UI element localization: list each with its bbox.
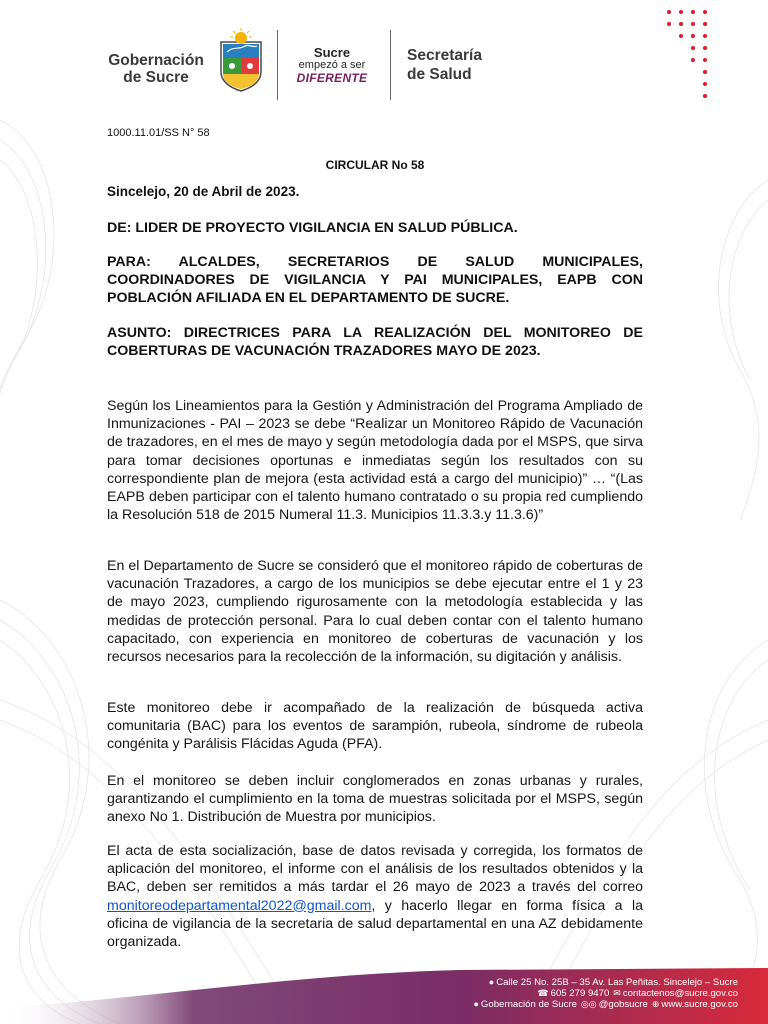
letterhead <box>0 20 768 110</box>
government-name-line2: de Sucre <box>123 69 189 86</box>
footer-social <box>469 999 738 1010</box>
slogan-line3: DIFERENTE <box>296 71 368 85</box>
date-line: Sincelejo, 20 de Abril de 2023. <box>107 184 300 199</box>
government-name <box>97 52 215 86</box>
from-line: DE: LIDER DE PROYECTO VIGILANCIA EN SALUD PÚBLICA. <box>107 220 518 236</box>
department-name <box>407 46 482 84</box>
location-pin-icon: ● <box>488 977 495 987</box>
slogan-line1: Sucre <box>313 45 351 60</box>
department-name-line2: de Salud <box>407 66 472 83</box>
footer-website[interactable]: www.sucre.gov.co <box>661 999 738 1010</box>
header-divider-2 <box>390 30 391 100</box>
header-divider-1 <box>277 30 278 100</box>
paragraph-5 <box>107 842 643 951</box>
department-name-line1: Secretaría <box>407 47 482 64</box>
slogan-logo <box>290 46 374 85</box>
subject-line: ASUNTO: DIRECTRICES PARA LA REALIZACIÓN DEL MONITOREO DE COBERTURAS DE VACUNACIÓN TRAZADORES MAYO DE 2023. <box>107 325 643 360</box>
paragraph-3: Este monitoreo debe ir acompañado de la realización de búsqueda activa comunitaria (BAC) para los eventos de sarampión, rubeola, síndrome de rubeola congénita y Parálisis Flácidas Aguda (PFA). <box>107 700 643 753</box>
to-line: PARA: ALCALDES, SECRETARIOS DE SALUD MUNICIPALES, COORDINADORES DE VIGILANCIA Y PAI MUNICIPALES, EAPB CON POBLACIÓN AFILIADA EN EL DEPARTAMENTO DE SUCRE. <box>107 254 643 307</box>
circular-title: CIRCULAR No 58 <box>325 158 425 172</box>
document-reference: 1000.11.01/SS N° 58 <box>107 127 210 139</box>
footer-email[interactable]: contactenos@sucre.gov.co <box>622 988 738 999</box>
footer-facebook[interactable]: Gobernación de Sucre <box>480 999 577 1010</box>
paragraph-5-text-start: El acta de esta socialización, base de datos revisada y corregida, los formatos de aplicación del monitoreo, el informe con el análisis de los resultados obtenidos y la BAC, deben ser remitidos a más tardar el 26 mayo de 2023 a través del correo <box>107 843 643 896</box>
globe-icon: ⊕ <box>651 999 660 1009</box>
footer-phone: 605 279 9470 <box>550 988 610 999</box>
paragraph-2: En el Departamento de Sucre se consideró que el monitoreo rápido de coberturas de vacunación Trazadores, a cargo de los municipios se debe ejecutar entre el 1 y 23 de mayo 2023, cumpliendo rigurosamente con la metodología establecida y las medidas de protección personal. Para lo cual deben contar con el talento humano capacitado, con experiencia en monitoreo de coberturas de vacunación y los recursos necesarios para la recolección de la información, su digitación y análisis. <box>107 558 643 666</box>
coat-of-arms-icon <box>217 28 265 92</box>
footer <box>0 968 768 1024</box>
email-link[interactable]: monitoreodepartamental2022@gmail.com <box>107 897 372 914</box>
paragraph-5-text-end: , y hacerlo llegar en forma física a la oficina de vigilancia de la secretaria de salud departamental en una AZ debidamente organizada. <box>107 897 643 951</box>
red-dots-decoration <box>664 8 714 108</box>
mail-icon: ✉ <box>613 988 621 998</box>
phone-icon: ☎ <box>537 988 549 998</box>
footer-contact <box>533 988 738 999</box>
footer-address <box>485 977 738 988</box>
instagram-twitter-icon: ◎◎ <box>580 999 597 1009</box>
slogan-line2: empezó a ser <box>298 59 366 71</box>
footer-handle[interactable]: @gobsucre <box>598 999 648 1010</box>
paragraph-4: En el monitoreo se deben incluir conglomerados en zonas urbanas y rurales, garantizando el cumplimiento en la toma de muestras solicitada por el MSPS, según anexo No 1. Distribución de Muestra por municipios. <box>107 773 643 826</box>
facebook-icon: ● <box>473 999 479 1009</box>
government-name-line1: Gobernación <box>108 52 204 69</box>
paragraph-1: Según los Lineamientos para la Gestión y Administración del Programa Ampliado de Inmunizaciones - PAI – 2023 se debe “Realizar un Monitoreo Rápido de Vacunación de trazadores, en el mes de mayo y según metodología dada por el MSPS, que sirva para tomar decisiones oportunas e inmediatas según los resultados con su correspondiente plan de mejora (esta actividad está a cargo del municipio)” … “(Las EAPB deben participar con el talento humano contratado o su propia red cumpliendo la Resolución 518 de 2015 Numeral 11.3. Municipios 11.3.3.y 11.3.6)” <box>107 398 643 524</box>
footer-address-text: Calle 25 No. 25B – 35 Av. Las Peñitas. Sincelejo – Sucre <box>496 977 738 988</box>
